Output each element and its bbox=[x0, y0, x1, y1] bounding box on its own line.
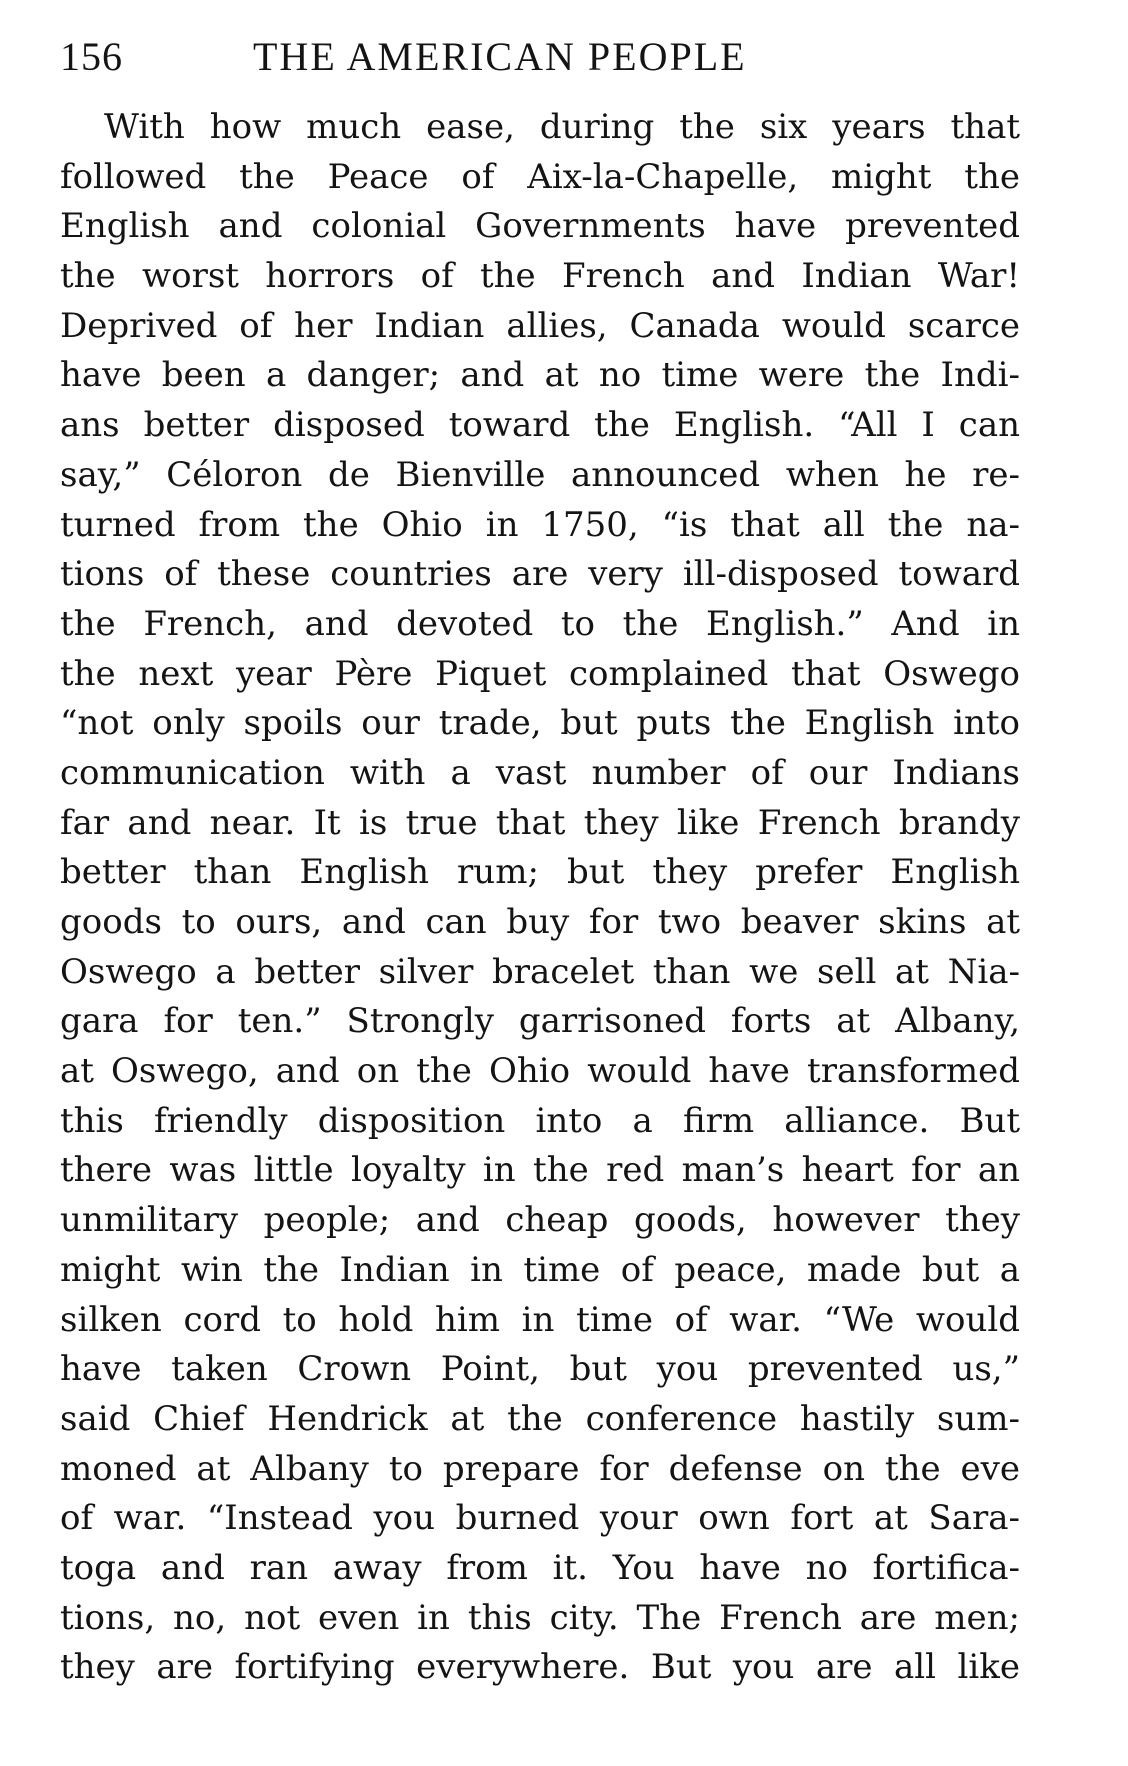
body-paragraph bbox=[60, 103, 1020, 1693]
text-line: communication with a vast number of our Indians bbox=[60, 752, 1020, 793]
text-line: followed the Peace of Aix-la-Chapelle, might the bbox=[60, 156, 1020, 197]
running-title: THE AMERICAN PEOPLE bbox=[253, 34, 747, 79]
text-line: say,” Céloron de Bienville announced when he re- bbox=[60, 454, 1020, 495]
text-line: have taken Crown Point, but you prevented us,” bbox=[60, 1349, 1020, 1390]
text-line: at Oswego, and on the Ohio would have transformed bbox=[60, 1051, 1020, 1092]
text-line: the French, and devoted to the English.” And in bbox=[60, 603, 1020, 644]
text-line: of war. “Instead you burned your own fort at Sara- bbox=[60, 1498, 1020, 1539]
text-line: Deprived of her Indian allies, Canada would scarce bbox=[60, 305, 1020, 346]
text-line: might win the Indian in time of peace, made but a bbox=[60, 1249, 1020, 1290]
running-head bbox=[60, 32, 1020, 82]
text-line: goods to ours, and can buy for two beaver skins at bbox=[60, 902, 1020, 942]
text-line: far and near. It is true that they like French brandy bbox=[60, 802, 1020, 843]
text-line: unmilitary people; and cheap goods, however they bbox=[60, 1200, 1020, 1241]
text-line: gara for ten.” Strongly garrisoned forts at Albany, bbox=[60, 1001, 1020, 1042]
text-line: toga and ran away from it. You have no fortifica- bbox=[60, 1547, 1020, 1588]
text-line: moned at Albany to prepare for defense on the eve bbox=[60, 1448, 1020, 1489]
text-line: “not only spoils our trade, but puts the English into bbox=[60, 703, 1020, 744]
text-line: Oswego a better silver bracelet than we sell at Nia- bbox=[60, 951, 1020, 992]
page-number: 156 bbox=[60, 34, 123, 79]
text-line: the next year Père Piquet complained that Oswego bbox=[60, 653, 1020, 694]
text-line: this friendly disposition into a firm alliance. But bbox=[60, 1100, 1020, 1141]
text-line: English and colonial Governments have prevented bbox=[60, 206, 1020, 247]
text-line: have been a danger; and at no time were the Indi- bbox=[60, 355, 1020, 396]
text-line: the worst horrors of the French and Indian War! bbox=[60, 256, 1020, 297]
text-line: turned from the Ohio in 1750, “is that all the na- bbox=[60, 504, 1020, 545]
text-line: silken cord to hold him in time of war. “We would bbox=[60, 1299, 1020, 1340]
text-line: tions, no, not even in this city. The French are men; bbox=[60, 1597, 1020, 1638]
text-line: said Chief Hendrick at the conference hastily sum- bbox=[60, 1398, 1020, 1439]
text-line: ans better disposed toward the English. “All I can bbox=[60, 405, 1020, 446]
text-line: they are fortifying everywhere. But you are all like bbox=[60, 1647, 1020, 1688]
text-line: better than English rum; but they prefer English bbox=[60, 852, 1020, 893]
text-line: tions of these countries are very ill-disposed toward bbox=[60, 554, 1020, 595]
text-line: With how much ease, during the six years that bbox=[104, 107, 1020, 147]
text-line: there was little loyalty in the red man’s heart for an bbox=[60, 1150, 1020, 1191]
